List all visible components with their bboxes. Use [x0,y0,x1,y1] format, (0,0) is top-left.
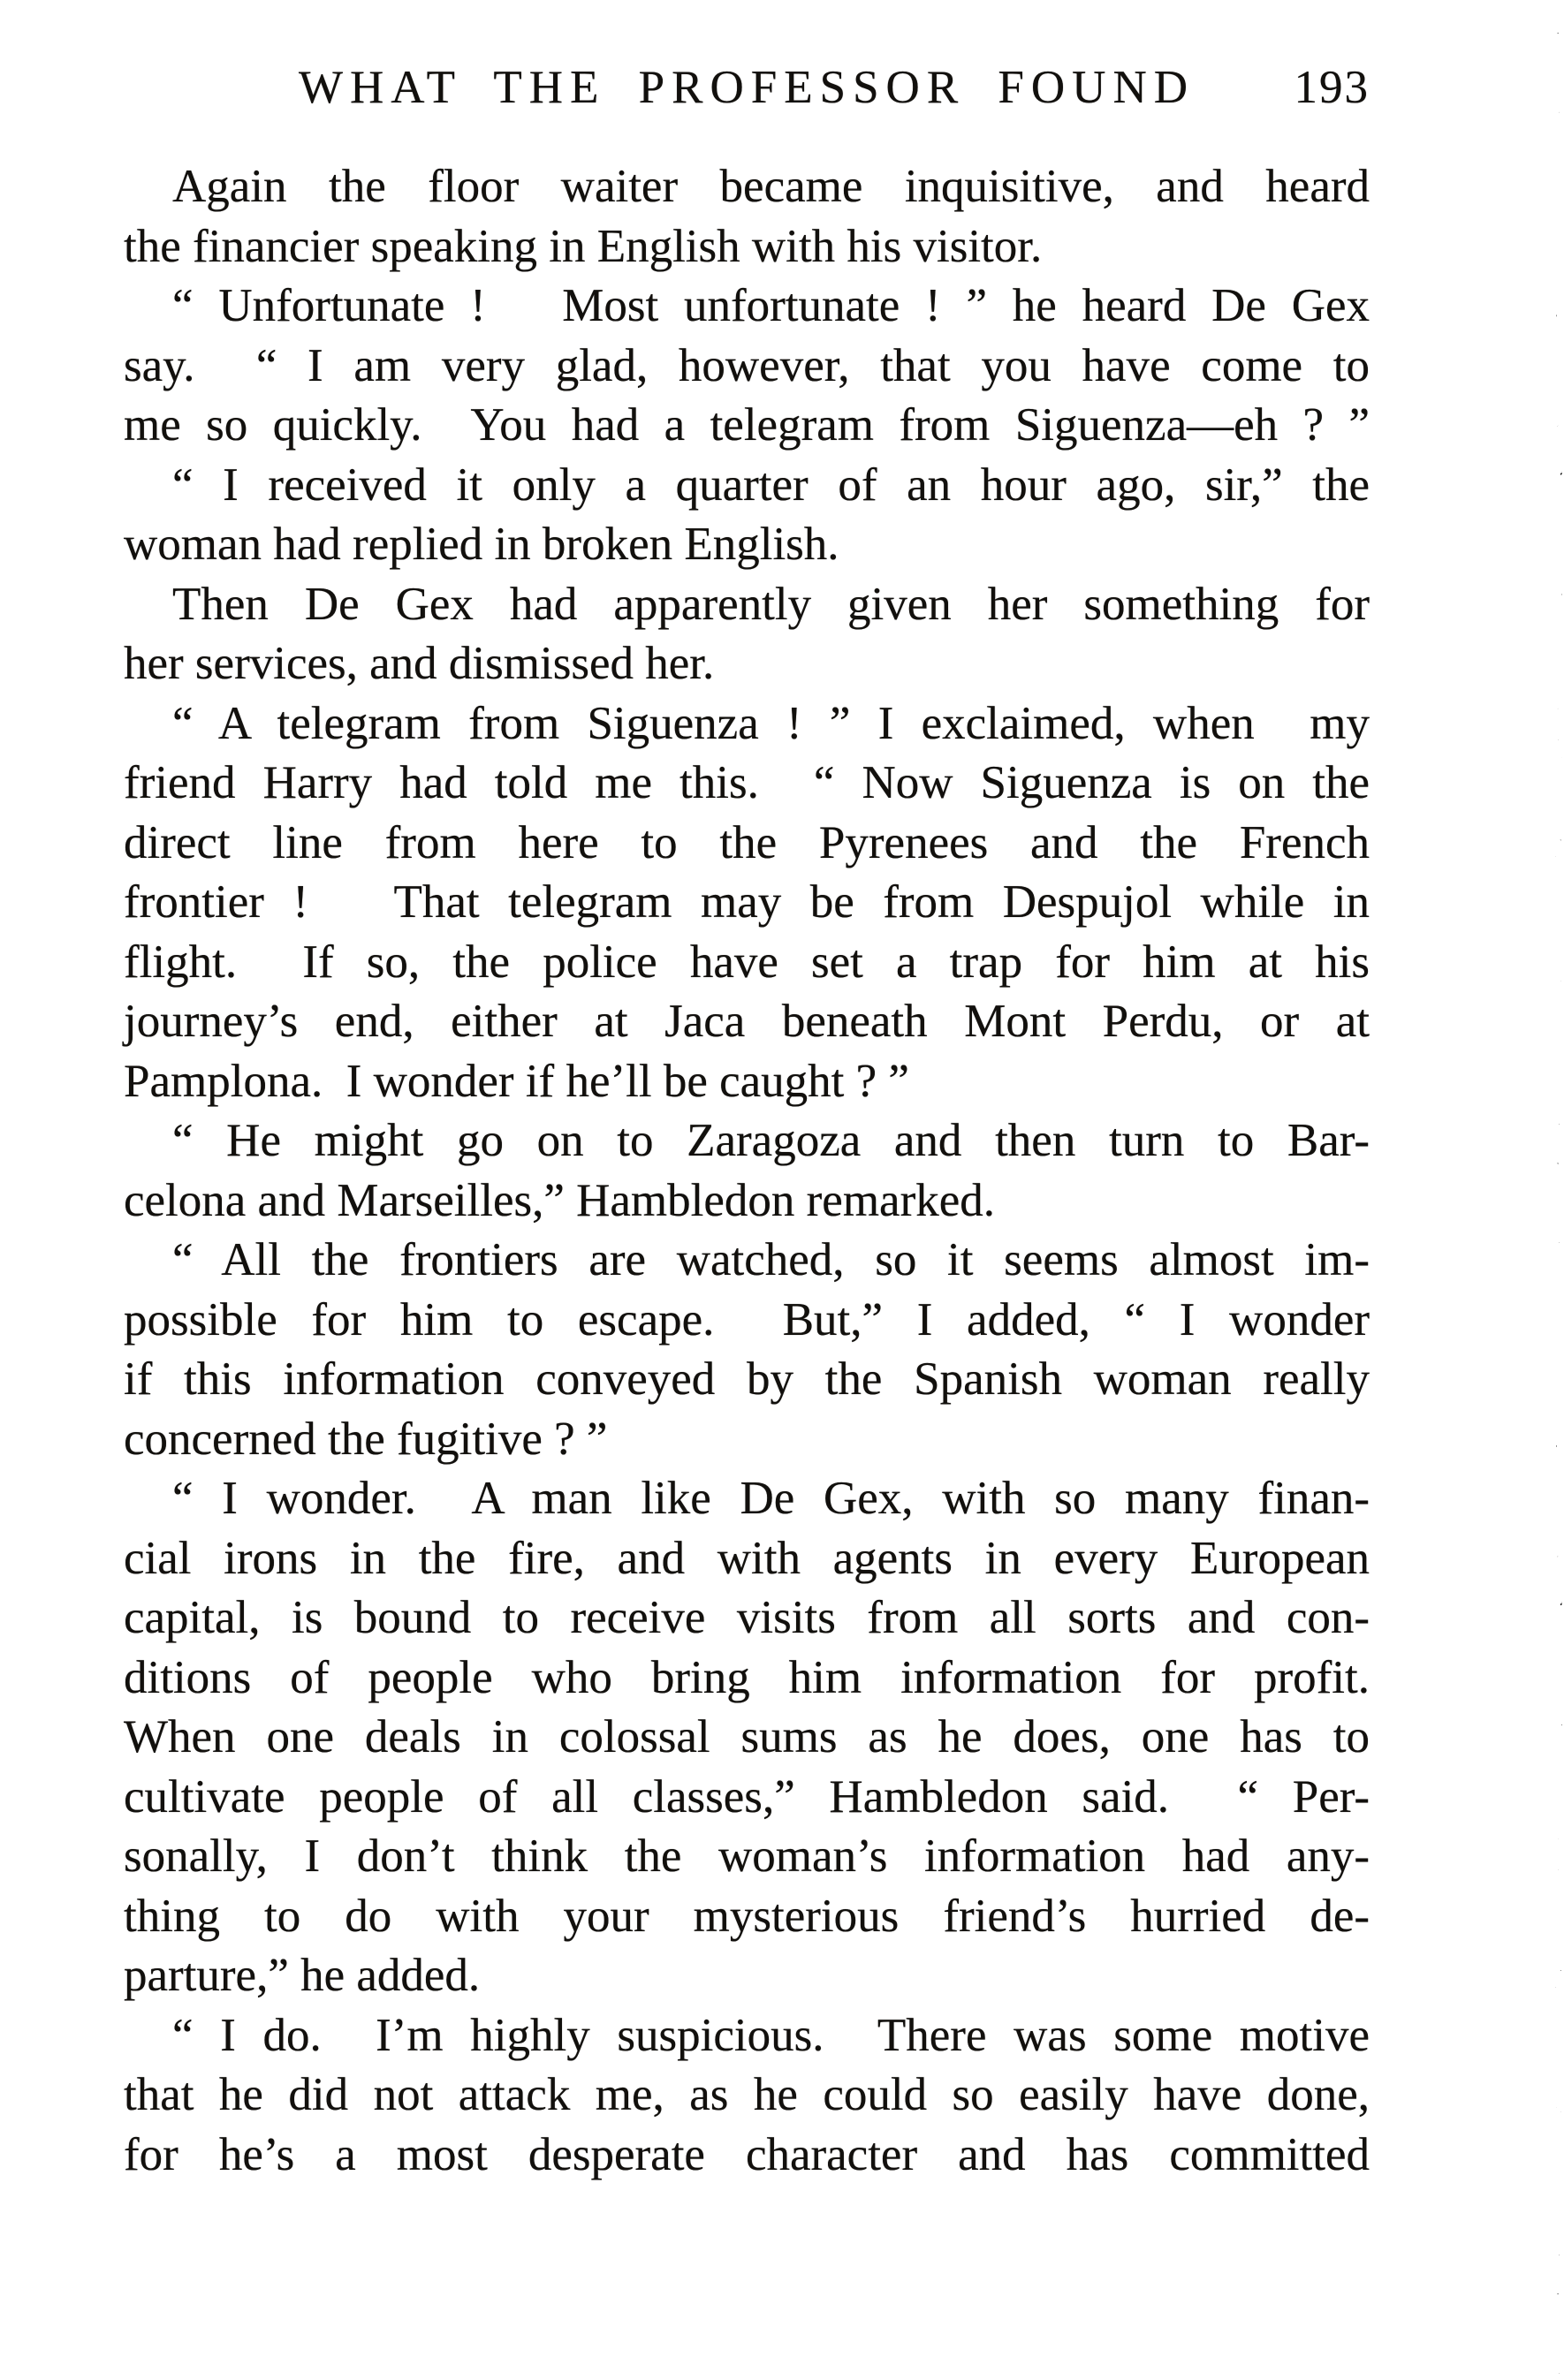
text-line: Again the floor waiter became inquisitive, and heard [172,161,1370,212]
text-line: sonally, I don’t think the woman’s information had any- [124,1830,1370,1882]
text-line: Then De Gex had apparently given her something for [172,578,1370,630]
running-title: WHAT THE PROFESSOR FOUND [298,62,1196,113]
text-line: flight. If so, the police have set a trap for him at his [124,936,1370,988]
paragraph [124,575,1370,694]
text-line: “ I received it only a quarter of an hour ago, sir,” the [172,459,1370,511]
text-line: woman had replied in broken English. [124,519,839,570]
text-line: if this information conveyed by the Spanish woman really [124,1353,1370,1405]
paragraph [124,1469,1370,2006]
page-header [124,62,1370,115]
text-line: “ All the frontiers are watched, so it seems almost im- [172,1234,1370,1285]
page-number: 193 [1294,62,1370,113]
paragraph [124,1231,1370,1469]
scan-edge-noise [1543,0,1564,2380]
text-line: “ He might go on to Zaragoza and then turn to Bar- [172,1115,1370,1166]
text-line: celona and Marseilles,” Hambledon remarked. [124,1174,995,1226]
paragraph [124,456,1370,575]
text-line: possible for him to escape. But,” I added, “ I wonder [124,1293,1370,1345]
text-line: for he’s a most desperate character and has committed [124,2128,1370,2180]
paragraph [124,694,1370,1112]
text-line: say. “ I am very glad, however, that you have come to [124,339,1370,391]
text-line: “ I do. I’m highly suspicious. There was some motive [172,2009,1370,2061]
text-line: ditions of people who bring him information for profit. [124,1651,1370,1703]
text-line: parture,” he added. [124,1950,481,2001]
text-line: me so quickly. You had a telegram from Siguenza—eh ? ” [124,399,1370,451]
text-line: friend Harry had told me this. “ Now Siguenza is on the [124,757,1370,808]
text-line: direct line from here to the Pyrenees and the French [124,816,1370,868]
body-text [124,157,1370,2185]
paragraph [124,157,1370,277]
text-line: When one deals in colossal sums as he does, one has to [124,1711,1370,1762]
text-line: cultivate people of all classes,” Hambledon said. “ Per- [124,1770,1370,1823]
text-line: that he did not attack me, as he could so easily have done, [124,2069,1370,2120]
text-line: journey’s end, either at Jaca beneath Mont Perdu, or at [124,996,1370,1047]
text-line: her services, and dismissed her. [124,638,715,689]
text-line: “ Unfortunate ! Most unfortunate ! ” he heard De Gex [172,280,1370,331]
text-line: “ I wonder. A man like De Gex, with so many finan- [172,1473,1370,1524]
text-line: “ A telegram from Siguenza ! ” I exclaimed, when my [172,697,1370,749]
paragraph [124,1111,1370,1231]
text-line: Pamplona. I wonder if he’ll be caught ? ” [124,1055,909,1107]
text-line: frontier ! That telegram may be from Despujol while in [124,876,1370,928]
text-line: thing to do with your mysterious friend’s hurried de- [124,1890,1370,1942]
paragraph [124,277,1370,456]
text-line: the financier speaking in English with his visitor. [124,220,1043,272]
text-line: cial irons in the fire, and with agents in every European [124,1532,1370,1584]
text-line: concerned the fugitive ? ” [124,1413,608,1465]
paragraph [124,2006,1370,2186]
text-line: capital, is bound to receive visits from all sorts and con- [124,1592,1370,1643]
